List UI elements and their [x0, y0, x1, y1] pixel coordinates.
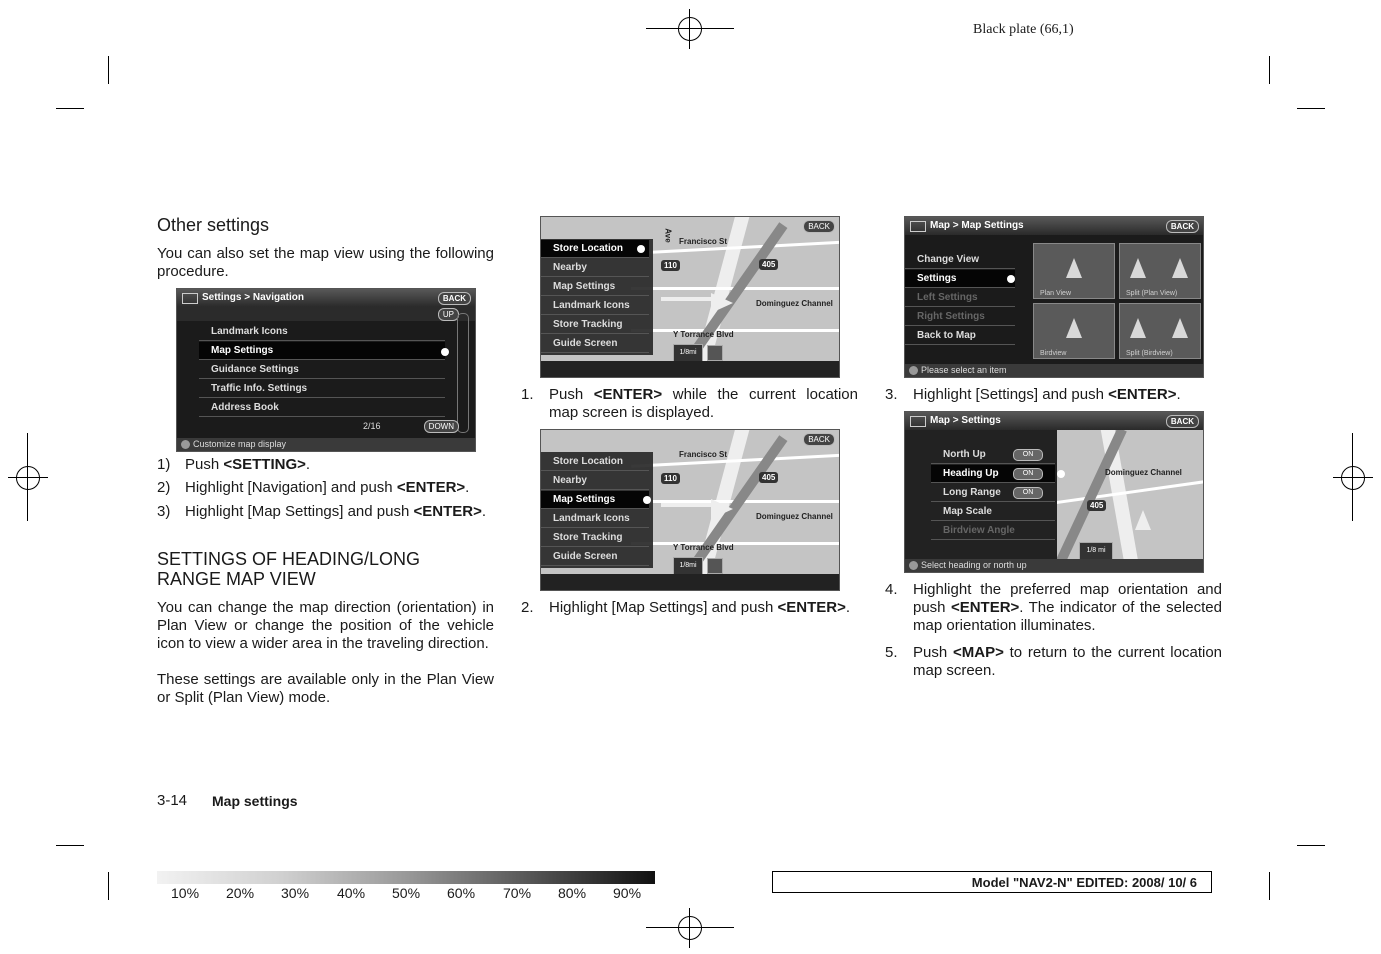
paragraph: You can change the map direction (orientation) in Plan View or change the position of the vehicle icon to view a wider area in the traveling direction. [157, 599, 494, 652]
step-number: 1) [157, 456, 171, 473]
gray-scale-label: 70% [503, 885, 532, 901]
gray-scale-label: 80% [558, 885, 587, 901]
selection-indicator [441, 348, 449, 356]
down-button[interactable]: DOWN [424, 420, 459, 433]
menu-item-selected[interactable]: Settings [905, 270, 1015, 288]
screen-title: Map > Map Settings [930, 220, 1024, 231]
gray-scale-label: 10% [171, 885, 200, 901]
step-text: . The indicator of the selected map orientation illuminates. [913, 599, 1222, 634]
screen-map-menu-2 [540, 429, 840, 591]
section-heading: Other settings [157, 215, 270, 235]
gray-scale-label: 30% [281, 885, 310, 901]
selection-indicator [643, 496, 651, 504]
gray-scale-label: 20% [226, 885, 255, 901]
right-step-3 [885, 386, 1222, 404]
step-text: Highlight [Settings] and push [913, 386, 1109, 403]
gray-scale-label: 40% [337, 885, 366, 901]
scrollbar[interactable] [457, 313, 469, 433]
key-label: <ENTER> [950, 599, 1020, 616]
selection-indicator [1057, 470, 1065, 478]
street-label: Y Torrance Blvd [673, 330, 734, 339]
street-label: Ave [663, 228, 673, 243]
street-label: Francisco St [679, 237, 728, 246]
step-text: Push [185, 456, 224, 473]
key-label: <ENTER> [413, 503, 482, 520]
right-step-5 [885, 644, 1222, 680]
menu-item[interactable]: Store Tracking [541, 316, 649, 334]
menu-item-disabled: Right Settings [905, 308, 1015, 326]
registration-mark [1333, 458, 1373, 498]
compass-icon[interactable] [707, 345, 723, 361]
street-label: Dominguez Channel [756, 512, 833, 521]
menu-item[interactable]: Guidance Settings [199, 361, 445, 379]
plate-label: Black plate (66,1) [973, 22, 1074, 37]
key-label: <MAP> [952, 644, 1004, 661]
step-text: Highlight the preferred map orientation and push [913, 581, 1222, 616]
section-name: Map settings [212, 793, 298, 809]
info-icon [909, 561, 918, 570]
screen-title-bar [905, 217, 1203, 235]
key-label: <ENTER> [396, 479, 466, 496]
menu-item-selected[interactable]: Map Settings [199, 342, 445, 360]
view-option-birdview[interactable] [1033, 303, 1115, 359]
screen-settings [904, 411, 1204, 573]
back-button[interactable]: BACK [803, 220, 835, 233]
page-number: 3-14 [157, 792, 188, 809]
menu-item[interactable]: Landmark Icons [541, 297, 649, 315]
step-2 [157, 479, 494, 497]
middle-step-2 [521, 599, 858, 635]
screen-title: Settings > Navigation [202, 292, 304, 303]
toggle-long-range[interactable]: ON [1013, 487, 1043, 499]
step-number: 4. [885, 581, 898, 598]
vehicle-arrow-icon [711, 293, 733, 313]
heading-line: RANGE MAP VIEW [157, 569, 316, 589]
page-counter: 2/16 [363, 421, 381, 431]
highway-shield-icon: 405 [759, 472, 778, 483]
highway-shield-icon: 110 [661, 473, 680, 484]
step-number: 5. [885, 644, 898, 661]
footer-hint: Customize map display [193, 439, 287, 449]
street-label: Dominguez Channel [756, 299, 833, 308]
step-text: . [845, 599, 851, 616]
registration-mark [8, 458, 48, 498]
menu-item[interactable]: Map Scale [931, 503, 1055, 521]
menu-item[interactable]: Guide Screen [541, 335, 649, 353]
crop-mark [108, 872, 109, 900]
middle-step-1 [521, 386, 858, 422]
step-1 [157, 456, 494, 474]
map-scale[interactable]: 1/8mi [673, 557, 703, 575]
selection-indicator [1007, 275, 1015, 283]
key-label: <ENTER> [777, 599, 846, 616]
menu-item-selected[interactable]: Store Location [541, 240, 649, 258]
heading-line: SETTINGS OF HEADING/LONG [157, 549, 421, 569]
screen-map-settings [904, 216, 1204, 378]
map-scale[interactable]: 1/8mi [673, 344, 703, 362]
screen-title: Map > Settings [930, 415, 1001, 426]
thumb-label: Birdview [1040, 350, 1067, 357]
gray-scale-label: 90% [613, 885, 642, 901]
gray-scale-strip [157, 871, 655, 884]
toggle-heading-up[interactable]: ON [1013, 468, 1043, 480]
view-option-split-birdview[interactable] [1119, 303, 1201, 359]
step-number: 3. [885, 386, 898, 403]
step-text: Highlight [Map Settings] and push [185, 503, 414, 520]
map-label: Dominguez Channel [1105, 468, 1182, 477]
view-option-split-plan[interactable] [1119, 243, 1201, 299]
step-number: 2. [521, 599, 534, 616]
step-3 [157, 503, 494, 539]
map-view[interactable] [1055, 430, 1203, 572]
step-number: 3) [157, 503, 171, 520]
compass-icon[interactable] [707, 558, 723, 574]
highway-shield-icon: 405 [1087, 500, 1106, 511]
crop-mark [1269, 872, 1270, 900]
menu-item[interactable]: Landmark Icons [199, 323, 445, 341]
crop-mark [1297, 108, 1325, 109]
up-button[interactable]: UP [438, 308, 459, 321]
menu-item[interactable]: Long Range [931, 484, 1055, 502]
step-text: . [481, 503, 487, 520]
crop-mark [1297, 845, 1325, 846]
view-option-plan[interactable] [1033, 243, 1115, 299]
menu-item[interactable]: Nearby [541, 472, 649, 490]
map-scale[interactable]: 1/8 mi [1079, 542, 1113, 560]
step-text: Push [549, 386, 594, 403]
menu-item-selected[interactable]: Heading Up [931, 465, 1055, 483]
step-text: . [465, 479, 470, 496]
info-icon [909, 366, 918, 375]
right-step-4 [885, 581, 1222, 635]
key-label: <SETTING> [223, 456, 306, 473]
street-label: Francisco St [679, 450, 728, 459]
menu-item-disabled: Birdview Angle [931, 522, 1055, 540]
thumb-label: Split (Plan View) [1126, 290, 1178, 297]
menu-item-disabled: Left Settings [905, 289, 1015, 307]
highway-shield-icon: 110 [661, 260, 680, 271]
menu-item[interactable]: Map Settings [541, 278, 649, 296]
step-number: 2) [157, 479, 171, 496]
toggle-north-up[interactable]: ON [1013, 449, 1043, 461]
menu-item[interactable]: Store Location [541, 453, 649, 471]
menu-item[interactable]: Store Tracking [541, 529, 649, 547]
step-text: Highlight [Map Settings] and push [549, 599, 778, 616]
back-button[interactable]: BACK [438, 292, 471, 305]
menu-item[interactable]: Address Book [199, 399, 445, 417]
key-label: <ENTER> [1108, 386, 1177, 403]
model-edit-box: Model "NAV2-N" EDITED: 2008/ 10/ 6 [772, 871, 1212, 893]
screen-title-bar [905, 412, 1203, 430]
menu-item[interactable]: Traffic Info. Settings [199, 380, 445, 398]
gray-scale-label: 60% [447, 885, 476, 901]
footer-hint: Select heading or north up [921, 560, 1027, 570]
screen-footer [177, 438, 475, 451]
menu-item-selected[interactable]: Map Settings [541, 491, 649, 509]
footer-hint: Please select an item [921, 365, 1007, 375]
crop-mark [1269, 56, 1270, 84]
back-button[interactable]: BACK [1166, 220, 1199, 233]
step-text: while the current location map screen is displayed. [549, 386, 858, 421]
thumb-label: Split (Birdview) [1126, 350, 1173, 357]
intro-paragraph: You can also set the map view using the following procedure. [157, 245, 494, 280]
back-button[interactable]: BACK [1166, 415, 1199, 428]
vehicle-arrow-icon [1135, 510, 1151, 530]
crop-mark [56, 108, 84, 109]
menu-item[interactable]: Back to Map [905, 327, 1015, 345]
crop-mark [108, 56, 109, 84]
screen-map-menu-1 [540, 216, 840, 378]
key-label: <ENTER> [593, 386, 663, 403]
selection-indicator [637, 245, 645, 253]
info-icon [181, 440, 190, 449]
step-text: . [305, 456, 311, 473]
street-label: Y Torrance Blvd [673, 543, 734, 552]
back-button[interactable]: BACK [803, 433, 835, 446]
menu-item[interactable]: Guide Screen [541, 548, 649, 566]
step-text: Highlight [Navigation] and push [185, 479, 397, 496]
gray-scale-label: 50% [392, 885, 421, 901]
step-number: 1. [521, 386, 534, 403]
step-text: Push [913, 644, 953, 661]
crop-mark [56, 845, 84, 846]
thumb-label: Plan View [1040, 290, 1072, 297]
step-text: to return to the current location map screen. [913, 644, 1223, 679]
menu-item[interactable]: Change View [905, 251, 1015, 269]
menu-item[interactable]: Nearby [541, 259, 649, 277]
registration-mark [670, 908, 710, 948]
menu-item[interactable]: North Up [931, 446, 1055, 464]
subsection-heading [157, 549, 420, 589]
menu-item[interactable]: Landmark Icons [541, 510, 649, 528]
registration-mark [670, 9, 710, 49]
highway-shield-icon: 405 [759, 259, 778, 270]
step-text: . [1176, 386, 1181, 403]
screen-footer [905, 559, 1203, 572]
screen-footer [905, 364, 1203, 377]
paragraph: These settings are available only in the Plan View or Split (Plan View) mode. [157, 671, 494, 706]
vehicle-arrow-icon [711, 499, 733, 519]
screen-settings-navigation [176, 288, 476, 452]
screen-title-bar [177, 289, 475, 307]
